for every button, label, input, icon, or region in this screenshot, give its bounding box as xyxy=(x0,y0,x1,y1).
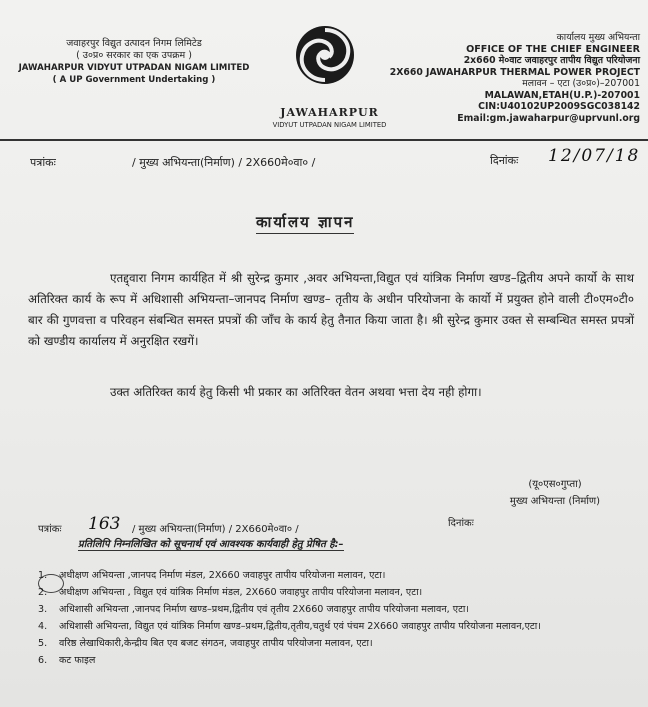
logo-name: JAWAHARPUR xyxy=(280,106,379,119)
list-item xyxy=(38,567,642,584)
company-name-hindi: जवाहरपुर विद्युत उत्पादन निगम लिमिटेड xyxy=(66,38,202,49)
ref-text: / मुख्य अभियन्ता(निर्माण) / 2X660मे०वा० / xyxy=(132,156,316,169)
office-hindi: कार्यालय मुख्य अभियन्ता xyxy=(556,32,640,43)
list-item xyxy=(38,618,642,635)
list-item-number: 1. xyxy=(38,570,48,581)
copy-heading: प्रतिलिपि निम्नलिखित को सूचनार्थ एवं आवश्यक कार्यवाही हेतु प्रेषित है:– xyxy=(78,536,344,551)
logo-subname: VIDYUT UTPADAN NIGAM LIMITED xyxy=(272,121,387,129)
office-english: OFFICE OF THE CHIEF ENGINEER xyxy=(466,43,640,55)
list-item-text: अधिशासी अभियन्ता, विद्युत एवं यांत्रिक निर्माण खण्ड–प्रथम,द्वितीय,तृतीय,चतुर्थ एवं पंचम 2X660 जवाहपुर तापीय परियोजना मलावन,एटा। xyxy=(59,621,541,632)
list-item-text: अधिशासी अभियन्ता ,जानपद निर्माण खण्ड–प्रथम,द्वितीय एवं तृतीय 2X660 जवाहपुर तापीय परियोजना मलावन, एटा। xyxy=(59,604,470,615)
copy-list xyxy=(38,567,642,669)
list-item-number: 2. xyxy=(38,587,48,598)
list-item xyxy=(38,601,642,618)
list-item xyxy=(38,635,642,652)
list-item-number: 5. xyxy=(38,638,48,649)
ref-label: पत्रांकः xyxy=(30,156,56,169)
company-tag-english: ( A UP Government Undertaking ) xyxy=(52,75,216,85)
memo-paragraph-2: उक्त अतिरिक्त कार्य हेतु किसी भी प्रकार का अतिरिक्त वेतन अथवा भत्ता देय नही होगा। xyxy=(110,385,482,399)
company-tag-hindi: ( उ०प्र० सरकार का एक उपक्रम ) xyxy=(76,50,192,61)
spiral-emblem-icon xyxy=(294,24,356,86)
memo-title: कार्यालय ज्ञापन xyxy=(256,212,354,234)
address-hindi: मलावन – एटा (उ०प्र०)–207001 xyxy=(522,78,640,89)
list-item-number: 3. xyxy=(38,604,48,615)
signatory-designation: मुख्य अभियन्ता (निर्माण) xyxy=(509,496,601,507)
cin-number: CIN:U40102UP2009SGC038142 xyxy=(478,101,640,112)
list-item xyxy=(38,584,642,601)
list-item-text: वरिष्ठ लेखाधिकारी,केन्द्रीय बित एव बजट संगठन, जवाहपुर तापीय परियोजना मलावन, एटा। xyxy=(59,638,373,649)
signature-block xyxy=(490,476,620,507)
memo-paragraph-1: एतद्द्वारा निगम कार्यहित में श्री सुरेन्द्र कुमार ,अवर अभियन्ता,विद्युत एवं यांत्रिक निर्माण खण्ड–द्वितीय अपने कार्यो के साथ अतिरिक्त कार्य के रूप में अधिशासी अभियन्ता–जानपद निर्माण खण्ड– तृतीय के अधीन परियोजना के कार्यो में प्रयुक्त होने वाली टी०एम०टी० बार की गुणवत्ता व परिवहन संबन्धित समस्त प्रपत्रों की जाँच के कार्य हेतु तैनात किया जाता है। श्री सुरेन्द्र कुमार उक्त से सम्बन्धित समस्त प्रपत्रों को खण्डीय कार्यालय में अनुरक्षित रखगें। xyxy=(28,271,634,348)
email-address: Email:gm.jawaharpur@uprvunl.org xyxy=(457,112,640,124)
ref2-label: पत्रांकः xyxy=(38,524,62,535)
letterhead-right xyxy=(390,32,640,124)
project-english: 2X660 JAWAHARPUR THERMAL POWER PROJECT xyxy=(389,66,640,78)
header-divider xyxy=(0,139,648,141)
list-item xyxy=(38,652,642,669)
ref2-text: / मुख्य अभियन्ता(निर्माण) / 2X660मे०वा० / xyxy=(132,524,299,535)
project-hindi: 2x660 मे०वाट जवाहरपुर तापीय विद्युत परियोजना xyxy=(463,55,640,66)
list-item-text: अधीक्षण अभियन्ता , विद्युत एवं यांत्रिक निर्माण मंडल, 2X660 जवाहपुर तापीय परियोजना मलावन, एटा। xyxy=(59,587,423,598)
list-item-text: अधीक्षण अभियन्ता ,जानपद निर्माण मंडल, 2X660 जवाहपुर तापीय परियोजना मलावन, एटा। xyxy=(59,570,386,581)
company-name-english: JAWAHARPUR VIDYUT UTPADAN NIGAM LIMITED xyxy=(18,63,250,73)
ref2-date-label: दिनांकः xyxy=(448,518,474,529)
list-item-number: 4. xyxy=(38,621,48,632)
handwritten-ref-number: 163 xyxy=(88,514,121,534)
list-item-text: कट फाइल xyxy=(59,655,96,666)
date-label: दिनांकः xyxy=(490,154,519,167)
letterhead-left xyxy=(14,38,254,86)
handwritten-date: 12/07/18 xyxy=(548,146,641,166)
logo-wordmark xyxy=(257,106,402,129)
address-english: MALAWAN,ETAH(U.P.)-207001 xyxy=(484,89,640,101)
signatory-name: (यू०एस०गुप्ता) xyxy=(528,479,582,490)
list-item-number: 6. xyxy=(38,655,48,666)
